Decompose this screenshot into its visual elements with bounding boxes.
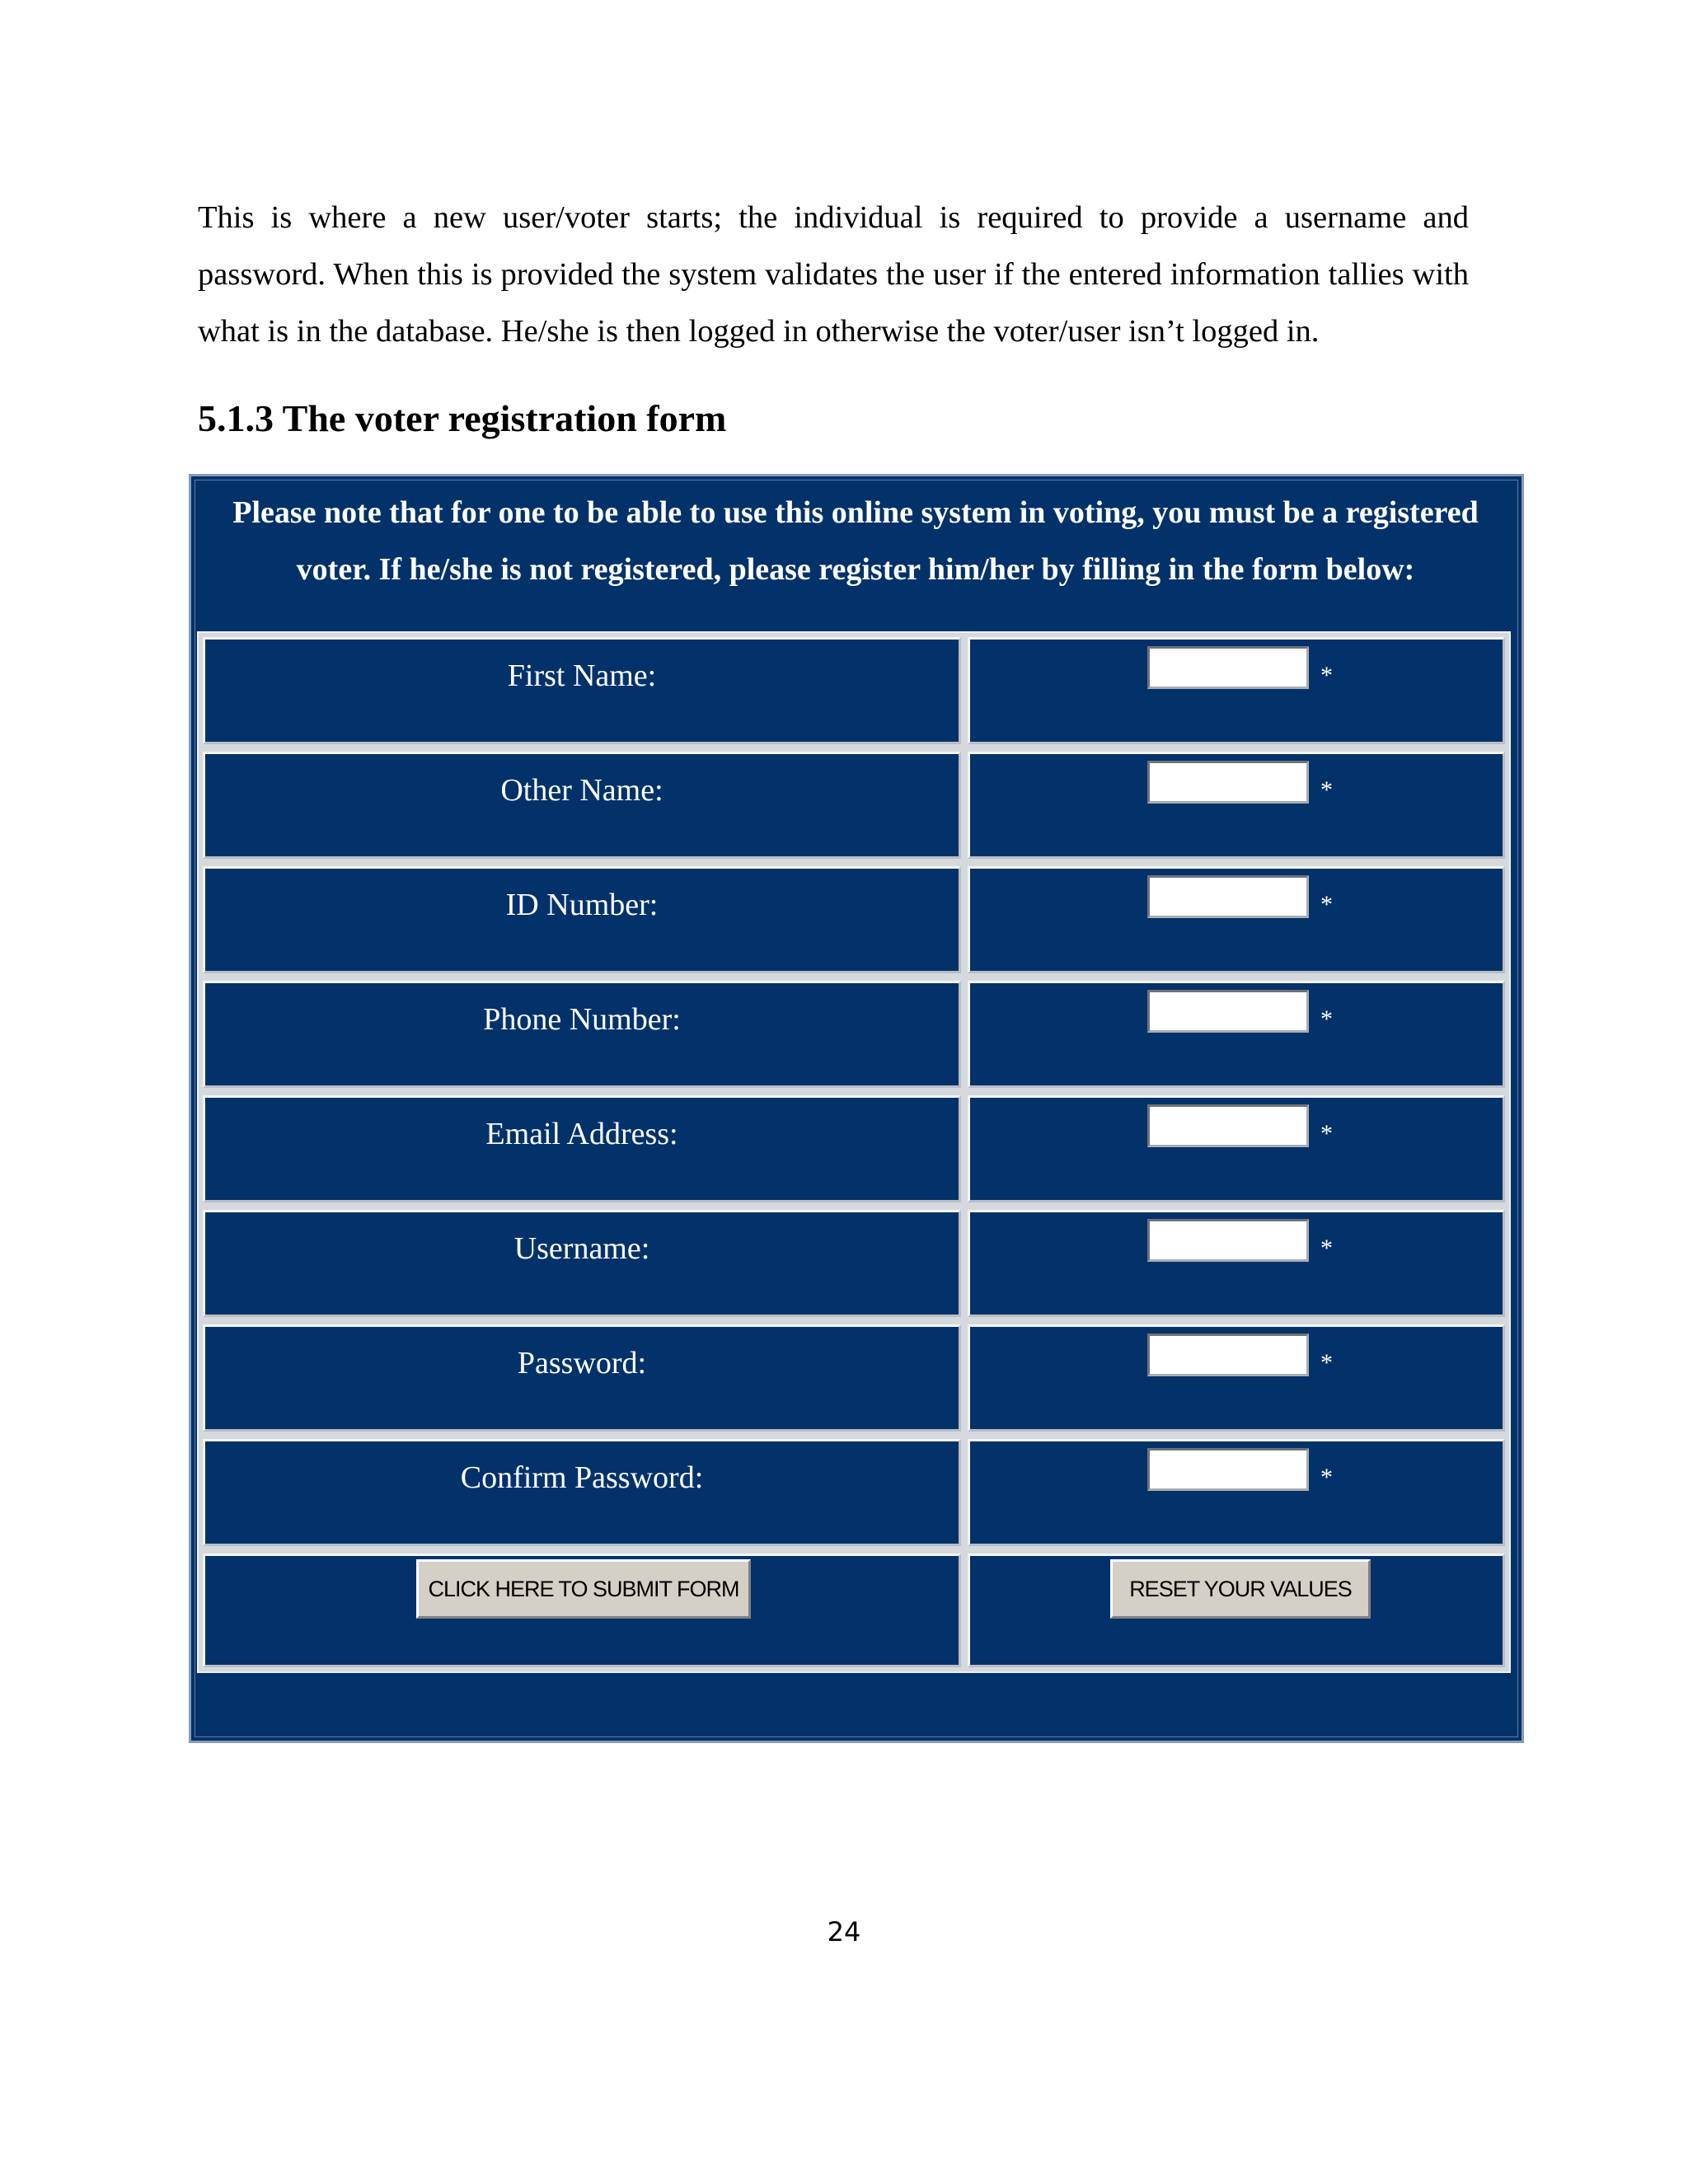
form-row-username [203,1210,1505,1317]
reset-cell [968,1554,1505,1667]
input-cell [968,1095,1505,1202]
email-address-input[interactable] [1147,1104,1309,1147]
phone-number-input[interactable] [1147,990,1309,1033]
id-number-label: ID Number: [505,888,659,922]
other-name-label: Other Name: [500,773,663,808]
label-cell [203,752,961,859]
section-heading: 5.1.3 The voter registration form [198,397,727,439]
required-asterisk: * [1320,662,1333,689]
input-cell [968,1439,1505,1546]
password-label: Password: [517,1346,647,1380]
required-asterisk: * [1320,1349,1333,1376]
submit-form-button[interactable]: CLICK HERE TO SUBMIT FORM [416,1559,751,1619]
form-row-password [203,1324,1505,1432]
registration-notice: Please note that for one to be able to use this online system in voting, you must be a registered voter. If he/she is not registered, please register him/her by filling in the form below: [232,495,1479,587]
email-address-label: Email Address: [485,1117,678,1151]
form-row-email-address [203,1095,1505,1202]
phone-number-label: Phone Number: [483,1002,681,1037]
intro-paragraph: This is where a new user/voter starts; the individual is required to provide a username and password. When this is provided the system validates the user if the entered information tallies with what is in the database. He/she is then logged in otherwise the voter/user isn’t logged in. [198,200,1469,349]
reset-values-button[interactable]: RESET YOUR VALUES [1110,1559,1371,1619]
input-cell [968,637,1505,744]
required-asterisk: * [1320,891,1333,918]
label-cell [203,866,961,973]
input-cell [968,866,1505,973]
label-cell [203,981,961,1088]
form-row-id-number [203,866,1505,973]
required-asterisk: * [1320,1120,1333,1147]
other-name-input[interactable] [1147,761,1309,804]
form-row-other-name [203,752,1505,859]
first-name-input[interactable] [1147,646,1309,689]
label-cell [203,1210,961,1317]
page-number: 24 [827,1916,861,1947]
registration-form-table [197,631,1511,1673]
username-label: Username: [513,1231,650,1266]
required-asterisk: * [1320,776,1333,804]
form-row-actions [203,1554,1505,1667]
id-number-input[interactable] [1147,875,1309,918]
form-row-confirm-password [203,1439,1505,1546]
confirm-password-label: Confirm Password: [460,1460,704,1495]
label-cell [203,1324,961,1432]
password-input[interactable] [1147,1333,1309,1376]
form-row-phone-number [203,981,1505,1088]
input-cell [968,1210,1505,1317]
form-row-first-name [203,637,1505,744]
label-cell [203,1095,961,1202]
label-cell [203,637,961,744]
required-asterisk: * [1320,1235,1333,1262]
first-name-label: First Name: [507,658,657,693]
username-input[interactable] [1147,1219,1309,1262]
confirm-password-input[interactable] [1147,1448,1309,1491]
required-asterisk: * [1320,1464,1333,1491]
input-cell [968,981,1505,1088]
label-cell [203,1439,961,1546]
submit-cell [203,1554,961,1667]
required-asterisk: * [1320,1005,1333,1033]
input-cell [968,1324,1505,1432]
input-cell [968,752,1505,859]
